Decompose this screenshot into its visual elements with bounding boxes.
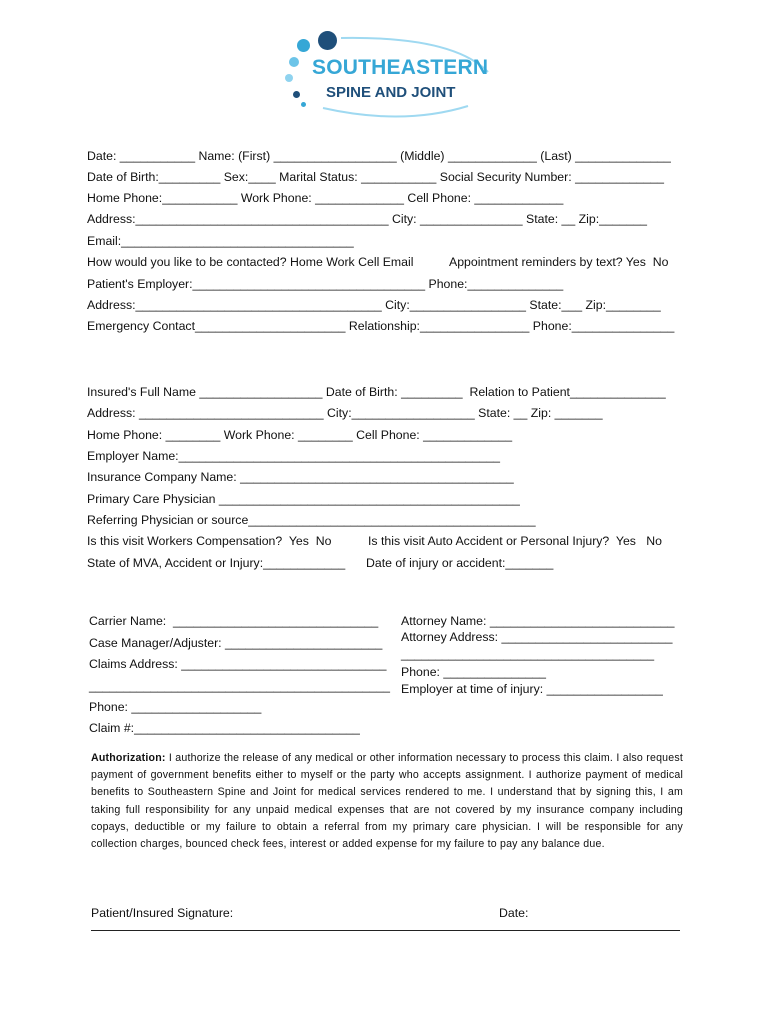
attorney-address-line[interactable]: Attorney Address: _________________________: [401, 630, 673, 644]
authorization-label: Authorization:: [91, 752, 166, 764]
insured-name-line[interactable]: Insured's Full Name __________________ Date of Birth: _________ Relation to Patient______________: [87, 385, 666, 399]
employer-at-injury-line[interactable]: Employer at time of injury: _________________: [401, 682, 663, 696]
attorney-name-line[interactable]: Attorney Name: ___________________________: [401, 614, 675, 628]
attorney-address-line-2[interactable]: _____________________________________: [401, 647, 655, 661]
claim-phone-line[interactable]: Phone: ___________________: [89, 700, 262, 714]
claim-number-line[interactable]: Claim #:_________________________________: [89, 721, 360, 735]
emergency-contact-line[interactable]: Emergency Contact______________________ Relationship:________________ Phone:_______________: [87, 319, 675, 333]
patient-name-line[interactable]: Date: ___________ Name: (First) __________________ (Middle) _____________ (Last) ______________: [87, 149, 671, 163]
case-manager-line[interactable]: Case Manager/Adjuster: _______________________: [89, 636, 383, 650]
signature-label: Patient/Insured Signature:: [91, 906, 234, 920]
patient-email-line[interactable]: Email:__________________________________: [87, 234, 354, 248]
carrier-name-line[interactable]: Carrier Name: ______________________________: [89, 614, 379, 628]
claims-address-line[interactable]: Claims Address: ______________________________: [89, 657, 387, 671]
injury-date-line[interactable]: Date of injury or accident:_______: [366, 556, 554, 570]
employer-address-line[interactable]: Address:____________________________________ City:_________________ State:___ Zip:________: [87, 298, 661, 312]
attorney-phone-line[interactable]: Phone: _______________: [401, 665, 546, 679]
primary-care-line[interactable]: Primary Care Physician ____________________________________________: [87, 492, 520, 506]
insured-address-line[interactable]: Address: ___________________________ City:__________________ State: __ Zip: _______: [87, 406, 603, 420]
signature-line[interactable]: [91, 930, 680, 931]
insured-phone-line[interactable]: Home Phone: ________ Work Phone: ________ Cell Phone: _____________: [87, 428, 513, 442]
text-reminder-line[interactable]: Appointment reminders by text? Yes No: [449, 255, 669, 269]
workers-comp-question[interactable]: Is this visit Workers Compensation? Yes No: [87, 534, 332, 548]
patient-dob-line[interactable]: Date of Birth:_________ Sex:____ Marital Status: ___________ Social Security Number: _____________: [87, 170, 664, 184]
logo-brand-line1: SOUTHEASTERN: [312, 56, 489, 79]
patient-phone-line[interactable]: Home Phone:___________ Work Phone: _____________ Cell Phone: _____________: [87, 191, 564, 205]
authorization-text: I authorize the release of any medical or other information necessary to process this claim. I also request payment of government benefits either to myself or the party who accepts assignment. I authorize payment of medical benefits to Southeastern Spine and Joint for medical services rendered to me. I understand that by signing this, I am taking full responsibility for any unpaid medical expenses that are not covered by my insurance company including copays, deductible or my failure to obtain a referral from my primary care physician. I will be responsible for any collection charges, bounced check fees, interest or added expense for my failure to pay any balance due.: [91, 752, 683, 851]
insurance-company-line[interactable]: Insurance Company Name: ________________________________________: [87, 470, 514, 484]
patient-address-line[interactable]: Address:_____________________________________ City: _______________ State: __ Zip:_______: [87, 212, 648, 226]
signature-date-label: Date:: [499, 906, 529, 920]
logo: [283, 26, 498, 118]
authorization-paragraph: [91, 750, 683, 853]
insured-employer-line[interactable]: Employer Name:_______________________________________________: [87, 449, 501, 463]
claims-address-line-2[interactable]: ____________________________________________: [89, 679, 390, 693]
auto-accident-question[interactable]: Is this visit Auto Accident or Personal Injury? Yes No: [368, 534, 662, 548]
patient-employer-line[interactable]: Patient's Employer:__________________________________ Phone:______________: [87, 277, 564, 291]
referring-physician-line[interactable]: Referring Physician or source__________________________________________: [87, 513, 536, 527]
mva-state-line[interactable]: State of MVA, Accident or Injury:____________: [87, 556, 346, 570]
contact-preference-line[interactable]: How would you like to be contacted? Home Work Cell Email: [87, 255, 414, 269]
logo-brand-line2: SPINE AND JOINT: [326, 84, 456, 101]
